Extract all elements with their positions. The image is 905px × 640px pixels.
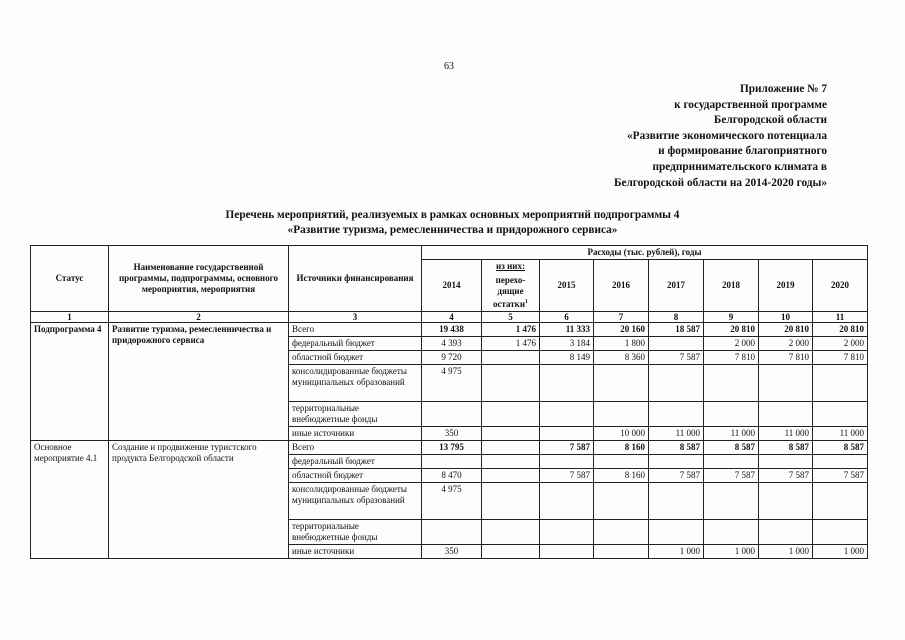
source-cell: Всего (289, 323, 422, 337)
value-cell: 8 160 (594, 469, 649, 483)
value-cell (704, 402, 759, 427)
value-cell: 7 587 (813, 469, 868, 483)
value-cell (704, 520, 759, 545)
name-cell: Развитие туризма, ремесленничества и придорожного сервиса (109, 323, 289, 441)
value-cell (422, 520, 482, 545)
value-cell (482, 520, 540, 545)
annex-line: и формирование благоприятного (658, 145, 827, 158)
value-cell (482, 351, 540, 365)
value-cell (594, 483, 649, 520)
value-cell (649, 365, 704, 402)
source-cell: консолидированные бюджеты муниципальных образований (289, 483, 422, 520)
header-year-2015: 2015 (540, 260, 594, 312)
column-number: 10 (759, 312, 813, 323)
source-cell: территориальные внебюджетные фонды (289, 520, 422, 545)
value-cell: 20 810 (759, 323, 813, 337)
source-cell: иные источники (289, 427, 422, 441)
source-cell: территориальные внебюджетные фонды (289, 402, 422, 427)
annex-line: к государственной программе (674, 98, 827, 111)
value-cell: 11 000 (649, 427, 704, 441)
value-cell: 2 000 (813, 337, 868, 351)
name-cell: Создание и продвижение туристского продукта Белгородской области (109, 441, 289, 559)
value-cell (540, 455, 594, 469)
value-cell: 11 000 (759, 427, 813, 441)
value-cell (482, 365, 540, 402)
source-cell: консолидированные бюджеты муниципальных образований (289, 365, 422, 402)
expenses-table (30, 245, 868, 559)
value-cell: 2 000 (759, 337, 813, 351)
column-number: 6 (540, 312, 594, 323)
value-cell: 4 393 (422, 337, 482, 351)
value-cell: 19 438 (422, 323, 482, 337)
source-cell: Всего (289, 441, 422, 455)
value-cell (482, 483, 540, 520)
value-cell: 8 587 (759, 441, 813, 455)
value-cell (813, 520, 868, 545)
value-cell (482, 545, 540, 559)
value-cell (482, 441, 540, 455)
value-cell: 10 000 (594, 427, 649, 441)
value-cell: 7 587 (759, 469, 813, 483)
value-cell (704, 365, 759, 402)
value-cell: 4 975 (422, 365, 482, 402)
source-cell: областной бюджет (289, 351, 422, 365)
value-cell: 8 587 (704, 441, 759, 455)
value-cell: 20 810 (704, 323, 759, 337)
value-cell: 7 810 (759, 351, 813, 365)
source-cell: федеральный бюджет (289, 455, 422, 469)
value-cell: 7 587 (540, 469, 594, 483)
value-cell (482, 469, 540, 483)
value-cell (540, 520, 594, 545)
header-year-2016: 2016 (594, 260, 649, 312)
value-cell: 20 160 (594, 323, 649, 337)
value-cell: 8 587 (813, 441, 868, 455)
value-cell: 1 000 (759, 545, 813, 559)
value-cell: 7 587 (704, 469, 759, 483)
value-cell: 8 587 (649, 441, 704, 455)
value-cell (813, 402, 868, 427)
header-expenses: Расходы (тыс. рублей), годы (422, 246, 868, 260)
value-cell (813, 483, 868, 520)
value-cell: 7 810 (704, 351, 759, 365)
value-cell: 8 470 (422, 469, 482, 483)
annex-line: Белгородской области на 2014-2020 годы» (613, 176, 827, 189)
header-year-2018: 2018 (704, 260, 759, 312)
value-cell: 8 360 (594, 351, 649, 365)
value-cell: 20 810 (813, 323, 868, 337)
value-cell (759, 365, 813, 402)
value-cell (649, 455, 704, 469)
value-cell: 11 000 (704, 427, 759, 441)
value-cell: 7 587 (649, 351, 704, 365)
column-number-row (31, 312, 868, 323)
value-cell (594, 520, 649, 545)
column-number: 4 (422, 312, 482, 323)
value-cell (594, 545, 649, 559)
value-cell (813, 365, 868, 402)
value-cell (704, 483, 759, 520)
header-year-2020: 2020 (813, 260, 868, 312)
value-cell (704, 455, 759, 469)
value-cell (594, 455, 649, 469)
value-cell: 18 587 (649, 323, 704, 337)
annex-block (487, 82, 827, 191)
header-status: Статус (31, 246, 109, 312)
value-cell: 1 000 (649, 545, 704, 559)
value-cell: 350 (422, 427, 482, 441)
status-cell: Подпрограмма 4 (31, 323, 109, 441)
footnote-marker: 1 (525, 298, 529, 305)
value-cell: 11 000 (813, 427, 868, 441)
value-cell: 1 000 (813, 545, 868, 559)
value-cell: 11 333 (540, 323, 594, 337)
value-cell (540, 545, 594, 559)
annex-line: Приложение № 7 (739, 83, 827, 95)
table-row (31, 441, 868, 455)
value-cell (649, 402, 704, 427)
value-cell (422, 402, 482, 427)
value-cell (649, 483, 704, 520)
value-cell: 8 149 (540, 351, 594, 365)
header-year-2017: 2017 (649, 260, 704, 312)
column-number: 2 (109, 312, 289, 323)
title-line-2: «Развитие туризма, ремесленничества и придорожного сервиса» (287, 223, 618, 236)
annex-line: предпринимательского климата в (652, 160, 827, 173)
source-cell: федеральный бюджет (289, 337, 422, 351)
value-cell: 1 476 (482, 337, 540, 351)
annex-line: «Развитие экономического потенциала (627, 129, 827, 142)
value-cell (540, 427, 594, 441)
value-cell: 350 (422, 545, 482, 559)
header-year-2019: 2019 (759, 260, 813, 312)
value-cell: 7 810 (813, 351, 868, 365)
column-number: 7 (594, 312, 649, 323)
value-cell (759, 402, 813, 427)
value-cell (422, 455, 482, 469)
value-cell: 8 160 (594, 441, 649, 455)
value-cell (649, 520, 704, 545)
value-cell (813, 455, 868, 469)
status-cell: Основное мероприятие 4.1 (31, 441, 109, 559)
source-cell: иные источники (289, 545, 422, 559)
header-transfer-label: перехо-дящие остатки (492, 274, 526, 309)
header-source: Источники финансирования (289, 246, 422, 312)
column-number: 11 (813, 312, 868, 323)
title-line-1: Перечень мероприятий, реализуемых в рамках основных мероприятий подпрограммы 4 (225, 209, 680, 221)
column-number: 8 (649, 312, 704, 323)
table-body (31, 323, 868, 559)
value-cell (540, 483, 594, 520)
value-cell (759, 455, 813, 469)
value-cell (594, 402, 649, 427)
value-cell (540, 365, 594, 402)
value-cell: 13 795 (422, 441, 482, 455)
document-title (0, 208, 905, 237)
value-cell: 3 184 (540, 337, 594, 351)
value-cell: 7 587 (649, 469, 704, 483)
header-name: Наименование государственной программы, подпрограммы, основного мероприятия, мероприятия (109, 246, 289, 312)
page-number: 63 (444, 61, 454, 72)
value-cell: 9 720 (422, 351, 482, 365)
value-cell: 2 000 (704, 337, 759, 351)
header-transfer-balances (482, 273, 540, 312)
value-cell (649, 337, 704, 351)
value-cell (540, 402, 594, 427)
table-row (31, 323, 868, 337)
header-of-which: из них: (482, 260, 540, 274)
column-number: 9 (704, 312, 759, 323)
value-cell (482, 402, 540, 427)
value-cell (759, 483, 813, 520)
value-cell (482, 455, 540, 469)
value-cell: 1 800 (594, 337, 649, 351)
column-number: 3 (289, 312, 422, 323)
value-cell (594, 365, 649, 402)
value-cell: 7 587 (540, 441, 594, 455)
column-number: 5 (482, 312, 540, 323)
value-cell (482, 427, 540, 441)
value-cell (759, 520, 813, 545)
value-cell: 1 476 (482, 323, 540, 337)
source-cell: областной бюджет (289, 469, 422, 483)
header-year-2014: 2014 (422, 260, 482, 312)
value-cell: 1 000 (704, 545, 759, 559)
value-cell: 4 975 (422, 483, 482, 520)
column-number: 1 (31, 312, 109, 323)
annex-line: Белгородской области (713, 114, 827, 127)
